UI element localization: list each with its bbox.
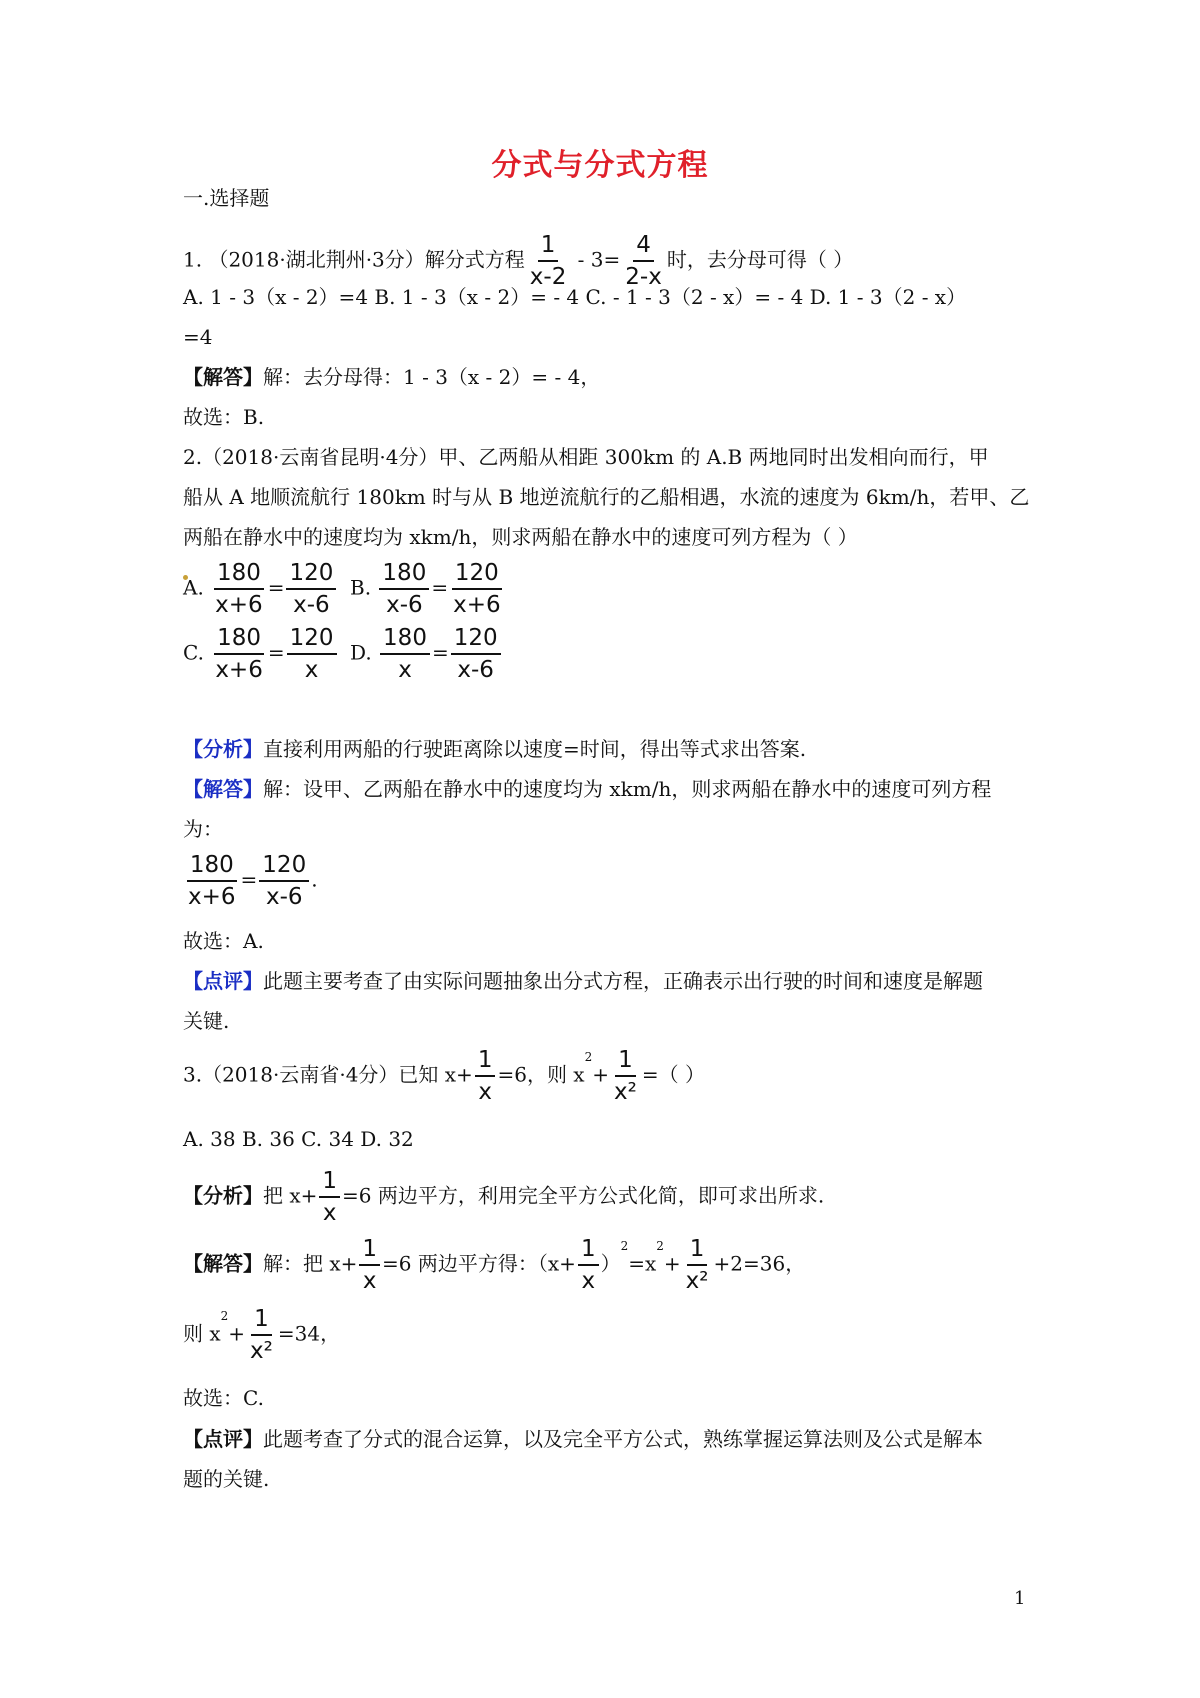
q2-stem-line3: 两船在静水中的速度均为 xkm/h，则求两船在静水中的速度可列方程为（ ） xyxy=(183,525,858,549)
q2-answer-line1: 【解答】解：设甲、乙两船在静水中的速度均为 xkm/h，则求两船在静水中的速度可列方程 xyxy=(183,777,992,801)
q3-comment-line1: 【点评】此题考查了分式的混合运算，以及完全平方公式，熟练掌握运算法则及公式是解本 xyxy=(183,1427,983,1451)
q3-then: 则 $x^2+$ $\frac{1}{\text{x²}}$ =34， xyxy=(183,1306,341,1364)
q1-options-cont: =4 xyxy=(183,325,213,349)
q3-answer: 【解答】解：把 x+ $\frac{1}{x}$ =6 两边平方得：（x+ $\frac{1}{x}$ ）$^2=x^2+$ $\frac{1}{\text{x²}}$ +2=36， xyxy=(183,1236,806,1294)
page-title: 分式与分式方程 xyxy=(491,148,709,183)
q2-option-c: C. $\frac{180}{x+6}$ = $\frac{120}{x}$ xyxy=(183,625,339,683)
q1-stem: 1. （2018·湖北荆州·3分）解分式方程 $\frac{1}{x-2}$ - 3= $\frac{4}{2-x}$ 时，去分母可得（ ） xyxy=(183,232,854,290)
q2-answer-line2: 为： xyxy=(183,817,223,841)
q2-choice: 故选：A. xyxy=(183,929,264,953)
q2-stem-line1: 2.（2018·云南省昆明·4分）甲、乙两船从相距 300km 的 A.B 两地同时出发相向而行，甲 xyxy=(183,445,989,469)
q1-fraction-1: $\frac{1}{x-2}$ xyxy=(529,232,567,290)
q2-option-a: A. $\frac{180}{x+6}$ = $\frac{120}{x-6}$ xyxy=(183,560,338,618)
q3-options: A. 38 B. 36 C. 34 D. 32 xyxy=(183,1127,414,1151)
q3-comment-line2: 题的关键. xyxy=(183,1467,270,1491)
q1-options: A. 1 - 3（x - 2）=4 B. 1 - 3（x - 2）= - 4 C. - 1 - 3（2 - x）= - 4 D. 1 - 3（2 - x） xyxy=(183,285,967,309)
q2-option-d: D. $\frac{180}{x}$ = $\frac{120}{x-6}$ xyxy=(350,625,503,683)
q3-choice: 故选：C. xyxy=(183,1386,264,1410)
q2-option-b: B. $\frac{180}{x-6}$ = $\frac{120}{x+6}$ xyxy=(350,560,501,618)
q1-fraction-2: $\frac{4}{2-x}$ xyxy=(625,232,662,290)
q2-analysis: 【分析】直接利用两船的行驶距离除以速度=时间，得出等式求出答案. xyxy=(183,737,807,761)
page-number: 1 xyxy=(1014,1588,1026,1609)
q3-analysis: 【分析】把 x+ $\frac{1}{x}$ =6 两边平方，利用完全平方公式化简，即可求出所求. xyxy=(183,1168,825,1226)
q1-answer: 【解答】解：去分母得：1 - 3（x - 2）= - 4， xyxy=(183,365,601,389)
q3-stem: 3.（2018·云南省·4分）已知 x+ $\frac{1}{x}$ =6，则 $x^2+$ $\frac{1}{\text{x²}}$ =（ ） xyxy=(183,1047,705,1105)
q2-comment-line2: 关键. xyxy=(183,1009,230,1033)
q2-comment-line1: 【点评】此题主要考查了由实际问题抽象出分式方程，正确表示出行驶的时间和速度是解题 xyxy=(183,969,983,993)
section-heading: 一.选择题 xyxy=(183,186,270,210)
q2-answer-equation: $\frac{180}{x+6}$ = $\frac{120}{x-6}$ . xyxy=(188,852,318,910)
q1-choice: 故选：B. xyxy=(183,405,265,429)
q2-stem-line2: 船从 A 地顺流航行 180km 时与从 B 地逆流航行的乙船相遇，水流的速度为 6km/h，若甲、乙 xyxy=(183,485,1030,509)
